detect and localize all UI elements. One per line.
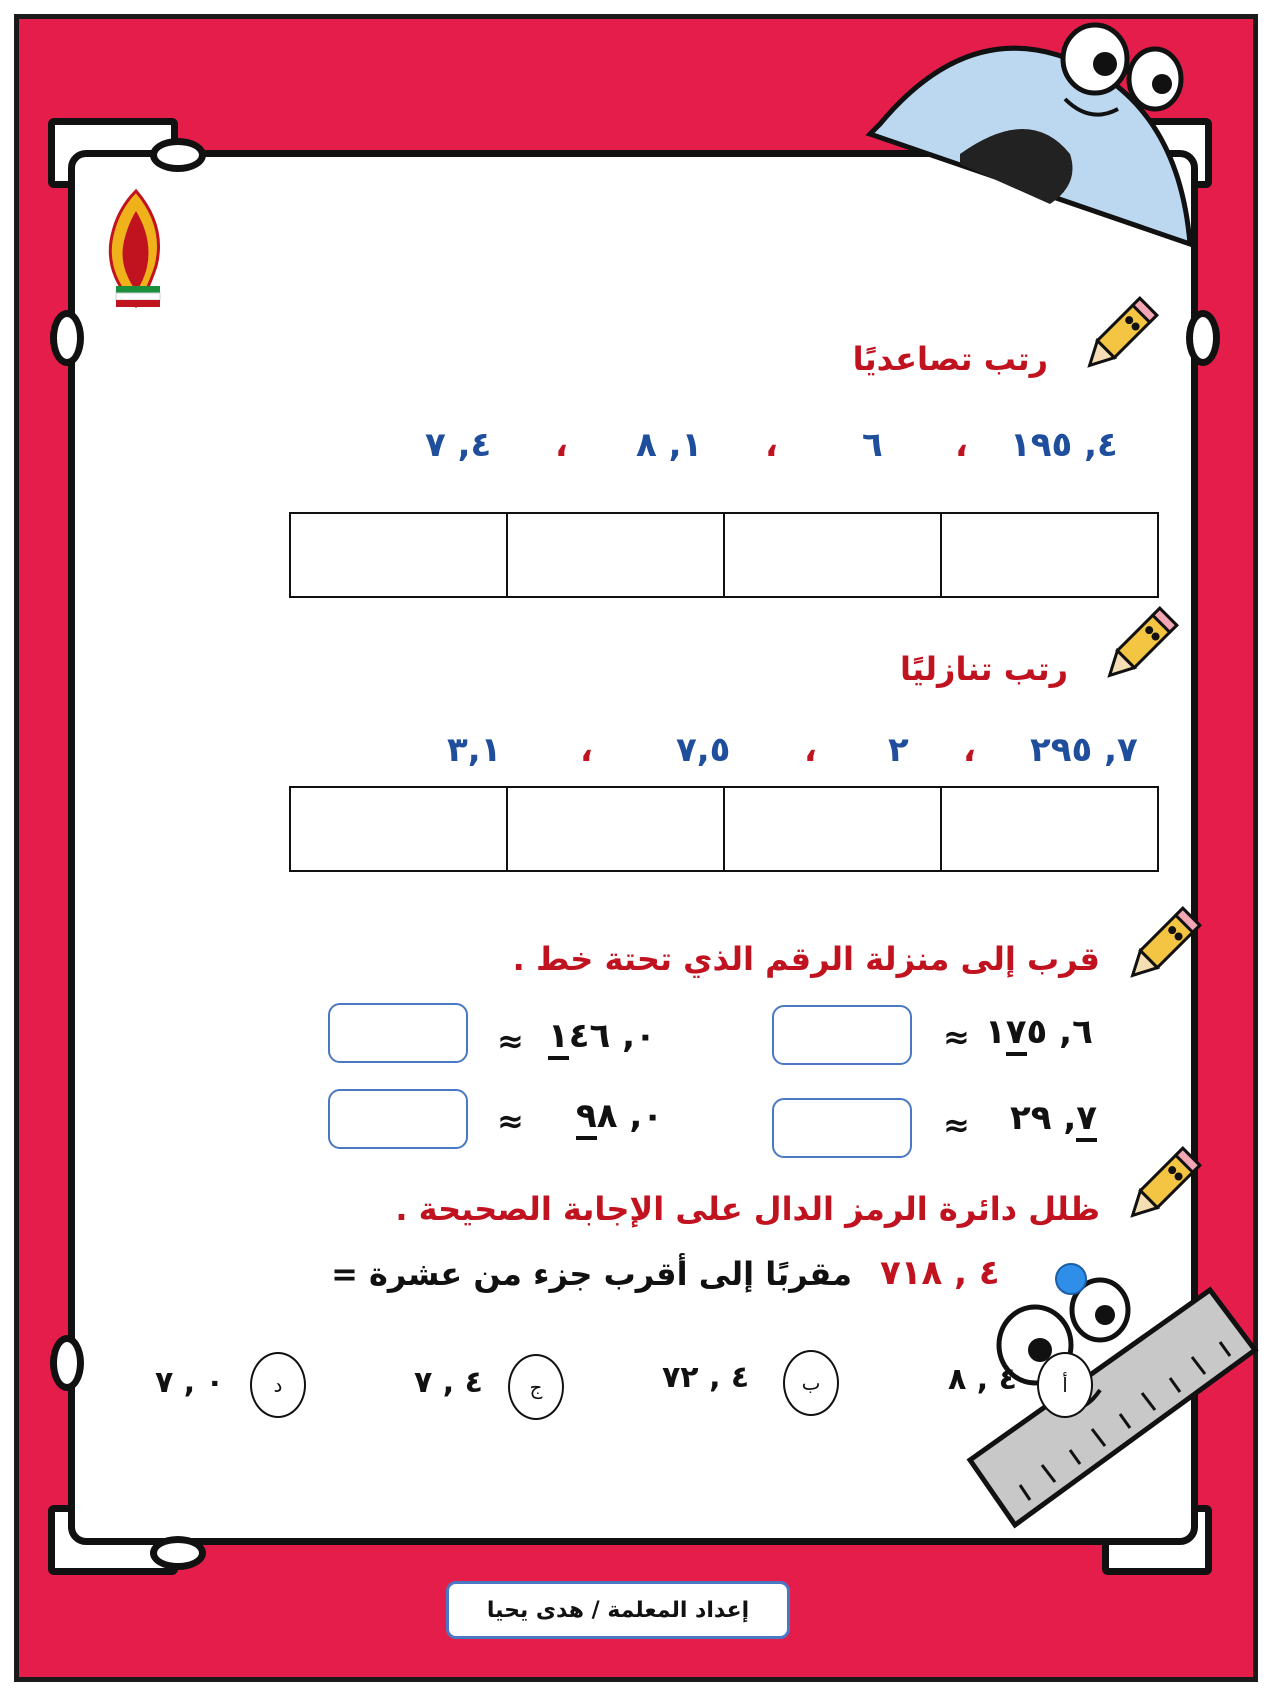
number-part: ٠, (610, 1016, 656, 1056)
pencil-icon (1118, 900, 1208, 990)
separator: ، (963, 730, 976, 770)
frame-knob-top-1 (150, 138, 206, 172)
number-part: ٠, (617, 1096, 664, 1136)
number-item: ٤, ٧ (425, 425, 492, 465)
answer-cell[interactable] (941, 513, 1158, 597)
rounding-number (548, 1016, 656, 1056)
option-b-value: ٤ , ٧٢ (662, 1360, 750, 1395)
question-number: ٤ , ٧١٨ (880, 1253, 1000, 1293)
answer-cell[interactable] (290, 787, 507, 871)
separator: ، (955, 425, 968, 465)
separator: ، (765, 425, 778, 465)
underlined-digit: ٩ (576, 1096, 597, 1140)
ruler-mascot-icon (960, 1270, 1260, 1550)
number-part: ٤٦ (568, 1016, 611, 1056)
approx-symbol: ≈ (943, 1106, 970, 1144)
section1-title: رتب تصاعديًا (852, 340, 1048, 378)
approx-symbol: ≈ (497, 1102, 524, 1140)
pencil-icon (1095, 600, 1185, 690)
number-item: ٦ (862, 425, 883, 465)
number-part: , ٢٩ (1010, 1098, 1077, 1138)
option-b-circle[interactable]: ب (783, 1350, 839, 1416)
approx-symbol: ≈ (497, 1022, 524, 1060)
number-item: ٧,٥ (676, 730, 731, 770)
number-part: ٨ (596, 1096, 618, 1136)
answer-cell[interactable] (507, 787, 724, 871)
option-c-circle[interactable]: ج (508, 1354, 564, 1420)
option-a-value: ٤ , ٨ (948, 1362, 1017, 1397)
section1-numbers (0, 425, 1280, 475)
pencil-icon (1075, 290, 1165, 380)
option-a-circle[interactable]: أ (1037, 1352, 1093, 1418)
separator: ، (555, 425, 568, 465)
answer-cell[interactable] (724, 513, 941, 597)
answer-cell[interactable] (290, 513, 507, 597)
underlined-digit: ٧ (1006, 1012, 1027, 1056)
number-item: ٢ (888, 730, 909, 770)
rounding-answer-box[interactable] (772, 1098, 912, 1158)
section2-numbers (0, 730, 1280, 780)
approx-symbol: ≈ (943, 1018, 970, 1056)
rounding-number (1010, 1098, 1097, 1138)
separator: ، (804, 730, 817, 770)
number-part: ٥ (1026, 1012, 1048, 1052)
question-bullet-icon (1055, 1263, 1087, 1295)
option-c-value: ٤ , ٧ (414, 1365, 483, 1400)
option-d-circle[interactable]: د (250, 1352, 306, 1418)
protractor-mascot-icon (850, 14, 1210, 254)
rounding-number (985, 1012, 1093, 1052)
answer-cell[interactable] (941, 787, 1158, 871)
section2-title: رتب تنازليًا (899, 650, 1068, 688)
frame-knob-right-1 (1186, 310, 1220, 366)
number-item: ٧, ٢٩٥ (1030, 730, 1138, 770)
school-logo-icon (96, 186, 176, 316)
rounding-answer-box[interactable] (772, 1005, 912, 1065)
frame-knob-bottom-1 (150, 1536, 206, 1570)
answer-cell[interactable] (724, 787, 941, 871)
section2-answer-table (289, 786, 1159, 872)
rounding-answer-box[interactable] (328, 1003, 468, 1063)
teacher-credit: إعداد المعلمة / هدى يحيا (446, 1581, 790, 1639)
number-item: ٤, ١٩٥ (1010, 425, 1118, 465)
number-item: ٣,١ (447, 730, 502, 770)
section3-title: قرب إلى منزلة الرقم الذي تحتة خط . (512, 940, 1100, 978)
separator: ، (580, 730, 593, 770)
rounding-answer-box[interactable] (328, 1089, 468, 1149)
frame-knob-left-2 (50, 1335, 84, 1391)
number-item: ١, ٨ (636, 425, 703, 465)
option-d-value: ٠ , ٧ (155, 1365, 224, 1400)
section4-title: ظلل دائرة الرمز الدال على الإجابة الصحيحة . (395, 1190, 1100, 1228)
pencil-icon (1118, 1140, 1208, 1230)
section1-answer-table (289, 512, 1159, 598)
number-part: ٦, ١ (985, 1012, 1093, 1052)
underlined-digit: ١ (548, 1016, 569, 1060)
frame-knob-left-1 (50, 310, 84, 366)
rounding-number (576, 1096, 663, 1136)
question-text: مقربًا إلى أقرب جزء من عشرة = (331, 1255, 852, 1293)
underlined-digit: ٧ (1076, 1098, 1097, 1142)
answer-cell[interactable] (507, 513, 724, 597)
